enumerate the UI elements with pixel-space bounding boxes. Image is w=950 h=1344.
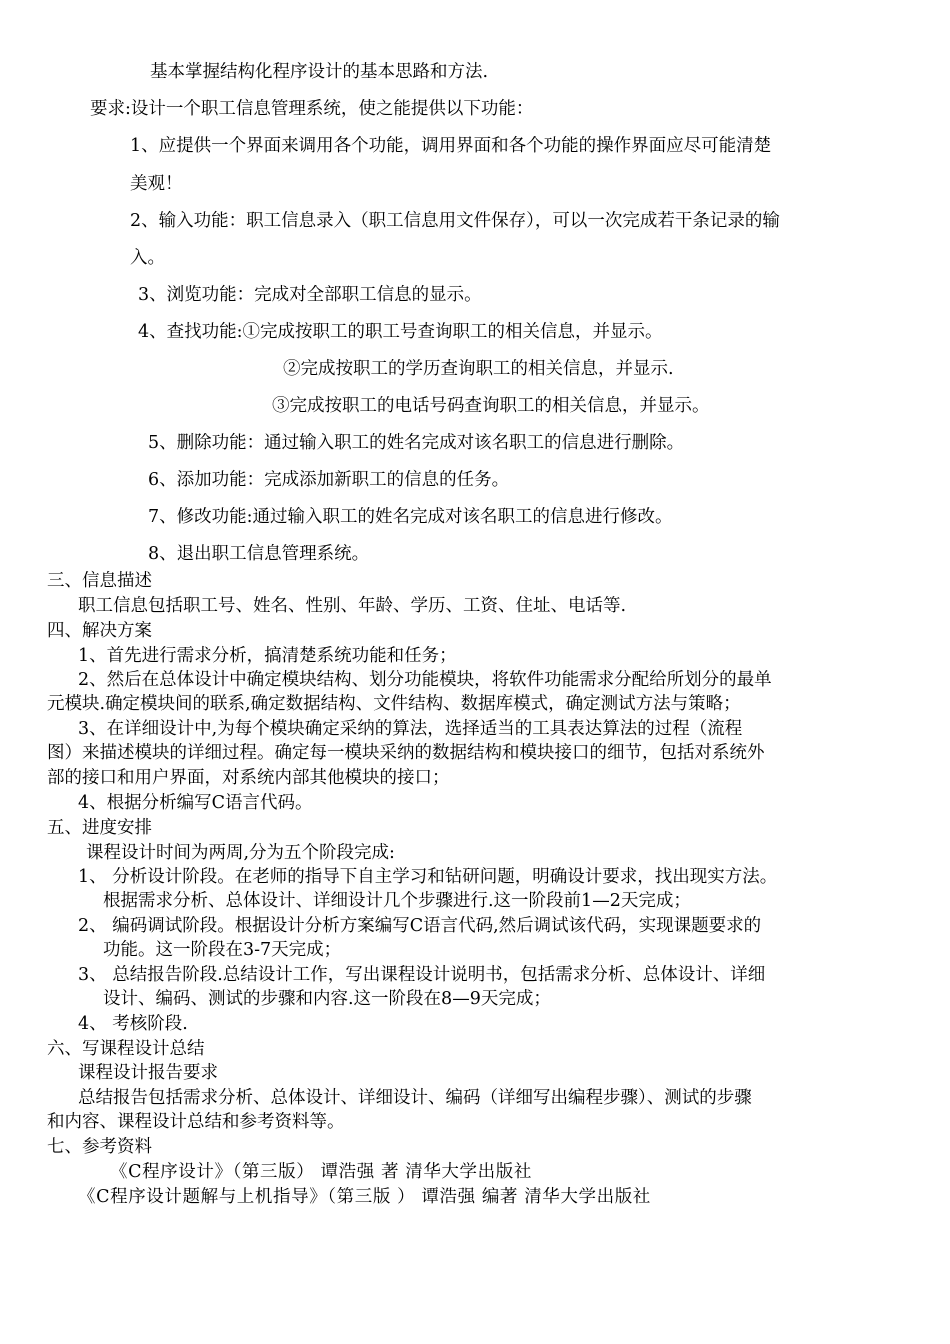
section-4-heading: 四、解决方案 xyxy=(47,621,152,641)
section-5-line-2: 根据需求分析、总体设计、详细设计几个步骤进行.这一阶段前1—2天完成； xyxy=(103,891,691,911)
req-item-2-line2: 入。 xyxy=(130,248,165,268)
requirements-intro: 要求:设计一个职工信息管理系统，使之能提供以下功能： xyxy=(90,99,534,119)
section-6-line-2: 和内容、课程设计总结和参考资料等。 xyxy=(47,1112,345,1132)
section-5-heading: 五、进度安排 xyxy=(47,818,152,838)
req-item-1-line1: 1、应提供一个界面来调用各个功能，调用界面和各个功能的操作界面应尽可能清楚 xyxy=(130,136,772,156)
section-4-line-6: 部的接口和用户界面，对系统内部其他模块的接口； xyxy=(47,768,450,788)
section-4-line-3: 元模块.确定模块间的联系,确定数据结构、文件结构、数据库模式，确定测试方法与策略； xyxy=(47,694,741,714)
section-4-line-5: 图）来描述模块的详细过程。确定每一模块采纳的数据结构和模块接口的细节，包括对系统外 xyxy=(47,743,765,763)
section-6-line-1: 总结报告包括需求分析、总体设计、详细设计、编码（详细写出编程步骤）、测试的步骤 xyxy=(78,1088,752,1108)
section-3-heading: 三、信息描述 xyxy=(47,571,152,591)
req-item-7: 7、修改功能:通过输入职工的姓名完成对该名职工的信息进行修改。 xyxy=(148,507,673,527)
section-3-body: 职工信息包括职工号、姓名、性别、年龄、学历、工资、住址、电话等. xyxy=(78,596,627,616)
req-item-1-line2: 美观！ xyxy=(130,174,183,194)
section-5-line-1: 1、 分析设计阶段。在老师的指导下自主学习和钻研问题，明确设计要求，找出现实方法。 xyxy=(78,867,778,887)
section-5-intro: 课程设计时间为两周,分为五个阶段完成: xyxy=(86,843,395,863)
objective-tail: 基本掌握结构化程序设计的基本思路和方法. xyxy=(150,62,489,82)
req-item-4-line2: ②完成按职工的学历查询职工的相关信息，并显示. xyxy=(283,359,674,379)
req-item-6: 6、添加功能：完成添加新职工的信息的任务。 xyxy=(148,470,510,490)
section-5-line-3: 2、 编码调试阶段。根据设计分析方案编写C语言代码,然后调试该代码，实现课题要求的 xyxy=(78,916,762,936)
section-5-line-4: 功能。这一阶段在3-7天完成； xyxy=(103,940,342,960)
section-4-line-7: 4、根据分析编写C语言代码。 xyxy=(78,793,313,813)
reference-1: 《C程序设计》（第三版） 谭浩强 著 清华大学出版社 xyxy=(110,1162,532,1182)
reference-2: 《C程序设计题解与上机指导》（第三版 ） 谭浩强 编著 清华大学出版社 xyxy=(78,1187,651,1207)
req-item-4-line3: ③完成按职工的电话号码查询职工的相关信息，并显示。 xyxy=(272,396,710,416)
req-item-2-line1: 2、输入功能：职工信息录入（职工信息用文件保存），可以一次完成若干条记录的输 xyxy=(130,211,780,231)
section-5-line-7: 4、 考核阶段. xyxy=(78,1014,188,1034)
section-6-subheading: 课程设计报告要求 xyxy=(78,1063,218,1083)
section-4-line-1: 1、首先进行需求分析，搞清楚系统功能和任务； xyxy=(78,646,457,666)
req-item-5: 5、删除功能：通过输入职工的姓名完成对该名职工的信息进行删除。 xyxy=(148,433,685,453)
section-5-line-5: 3、 总结报告阶段.总结设计工作，写出课程设计说明书，包括需求分析、总体设计、详细 xyxy=(78,965,766,985)
req-item-3: 3、浏览功能：完成对全部职工信息的显示。 xyxy=(138,285,482,305)
section-6-heading: 六、写课程设计总结 xyxy=(47,1039,205,1059)
section-4-line-2: 2、然后在总体设计中确定模块结构、划分功能模块，将软件功能需求分配给所划分的最单 xyxy=(78,670,772,690)
req-item-8: 8、退出职工信息管理系统。 xyxy=(148,544,370,564)
section-5-line-6: 设计、编码、测试的步骤和内容.这一阶段在8—9天完成； xyxy=(103,989,551,1009)
section-4-line-4: 3、在详细设计中,为每个模块确定采纳的算法，选择适当的工具表达算法的过程（流程 xyxy=(78,719,743,739)
req-item-4-line1: 4、查找功能:①完成按职工的职工号查询职工的相关信息，并显示。 xyxy=(138,322,663,342)
section-7-heading: 七、参考资料 xyxy=(47,1137,152,1157)
